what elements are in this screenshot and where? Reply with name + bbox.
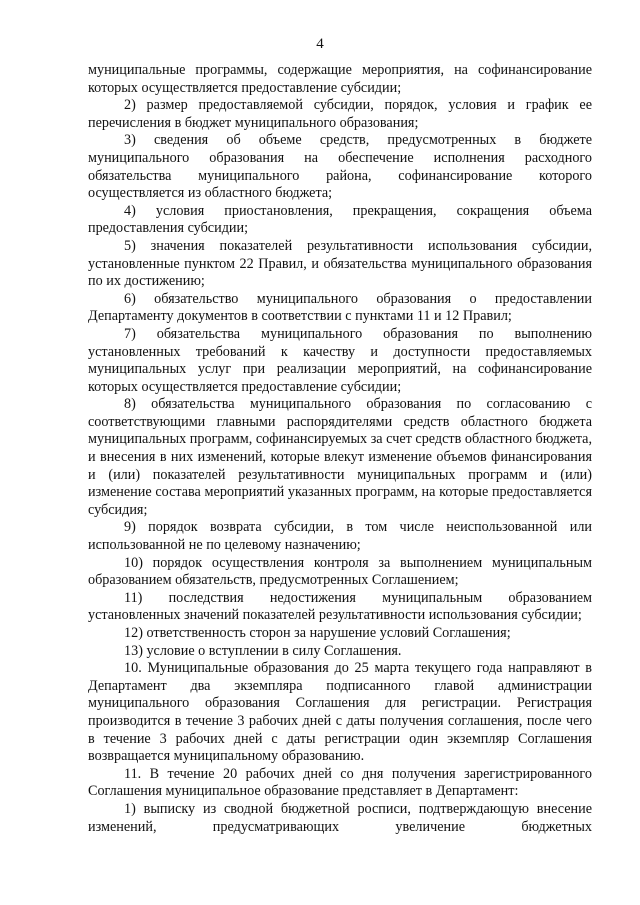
paragraph-item-13: 13) условие о вступлении в силу Соглашения. [124,642,402,659]
paragraph-item-10: 10) порядок осуществления контроля за выполнением муниципальным образованием обязательств, предусмотренных Соглашением; [88,554,592,589]
paragraph-item-5: 5) значения показателей результативности использования субсидии, установленные пунктом 22 Правил, и обязательства муниципального образования по их достижению; [88,237,592,290]
paragraph-item-8: 8) обязательства муниципального образования по согласованию с соответствующими главными распорядителями средств областного бюджета муниципальных программ, софинансируемых за счет средств областного бюджета, и внесения в них изменений, которые влекут изменение объемов финансирования и (или) показателей результативности муниципальных программ и (или) изменение состава мероприятий указанных программ, на которые предоставляется субсидия; [88,396,592,518]
paragraph-item-3: 3) сведения об объеме средств, предусмотренных в бюджете муниципального образования на обеспечение исполнения расходного обязательства муниципального района, софинансирование которого осуществляется из областного бюджета; [88,132,592,202]
paragraph-clause-11-item-1: 1) выписку из сводной бюджетной росписи, подтверждающую внесение изменений, предусматривающих увеличение бюджетных [88,800,592,835]
paragraph-item-7: 7) обязательства муниципального образования по выполнению установленных требований к качеству и доступности предоставляемых муниципальных услуг при реализации мероприятий, на софинансирование которых осуществляется предоставление субсидии; [88,325,592,395]
paragraph-clause-10: 10. Муниципальные образования до 25 марта текущего года направляют в Департамент два экземпляра подписанного главой администрации муниципального образования Соглашения для регистрации. Регистрация производится в течение 3 рабочих дней с даты получения соглашения, после чего в течение 3 рабочих дней с даты регистрации один экземпляр Соглашения возвращается муниципальному образованию. [88,660,592,765]
paragraph-item-12: 12) ответственность сторон за нарушение условий Соглашения; [124,625,511,641]
page-number: 4 [316,36,324,52]
paragraph-item-6: 6) обязательство муниципального образования о предоставлении Департаменту документов в соответствии с пунктами 11 и 12 Правил; [88,290,592,325]
document-body [88,62,592,836]
paragraph-item-2: 2) размер предоставляемой субсидии, порядок, условия и график ее перечисления в бюджет муниципального образования; [88,97,592,131]
paragraph-item-11: 11) последствия недостижения муниципальным образованием установленных значений показателей результативности использования субсидии; [88,589,592,624]
paragraph-item-4: 4) условия приостановления, прекращения, сокращения объема предоставления субсидии; [88,202,592,237]
paragraph-clause-11: 11. В течение 20 рабочих дней со дня получения зарегистрированного Соглашения муниципальное образование представляет в Департамент: [88,765,592,800]
paragraph-continuation: муниципальные программы, содержащие мероприятия, на софинансирование которых осуществляется предоставление субсидии; [88,62,592,96]
paragraph-item-9: 9) порядок возврата субсидии, в том числе неиспользованной или использованной не по целевому назначению; [88,519,592,554]
